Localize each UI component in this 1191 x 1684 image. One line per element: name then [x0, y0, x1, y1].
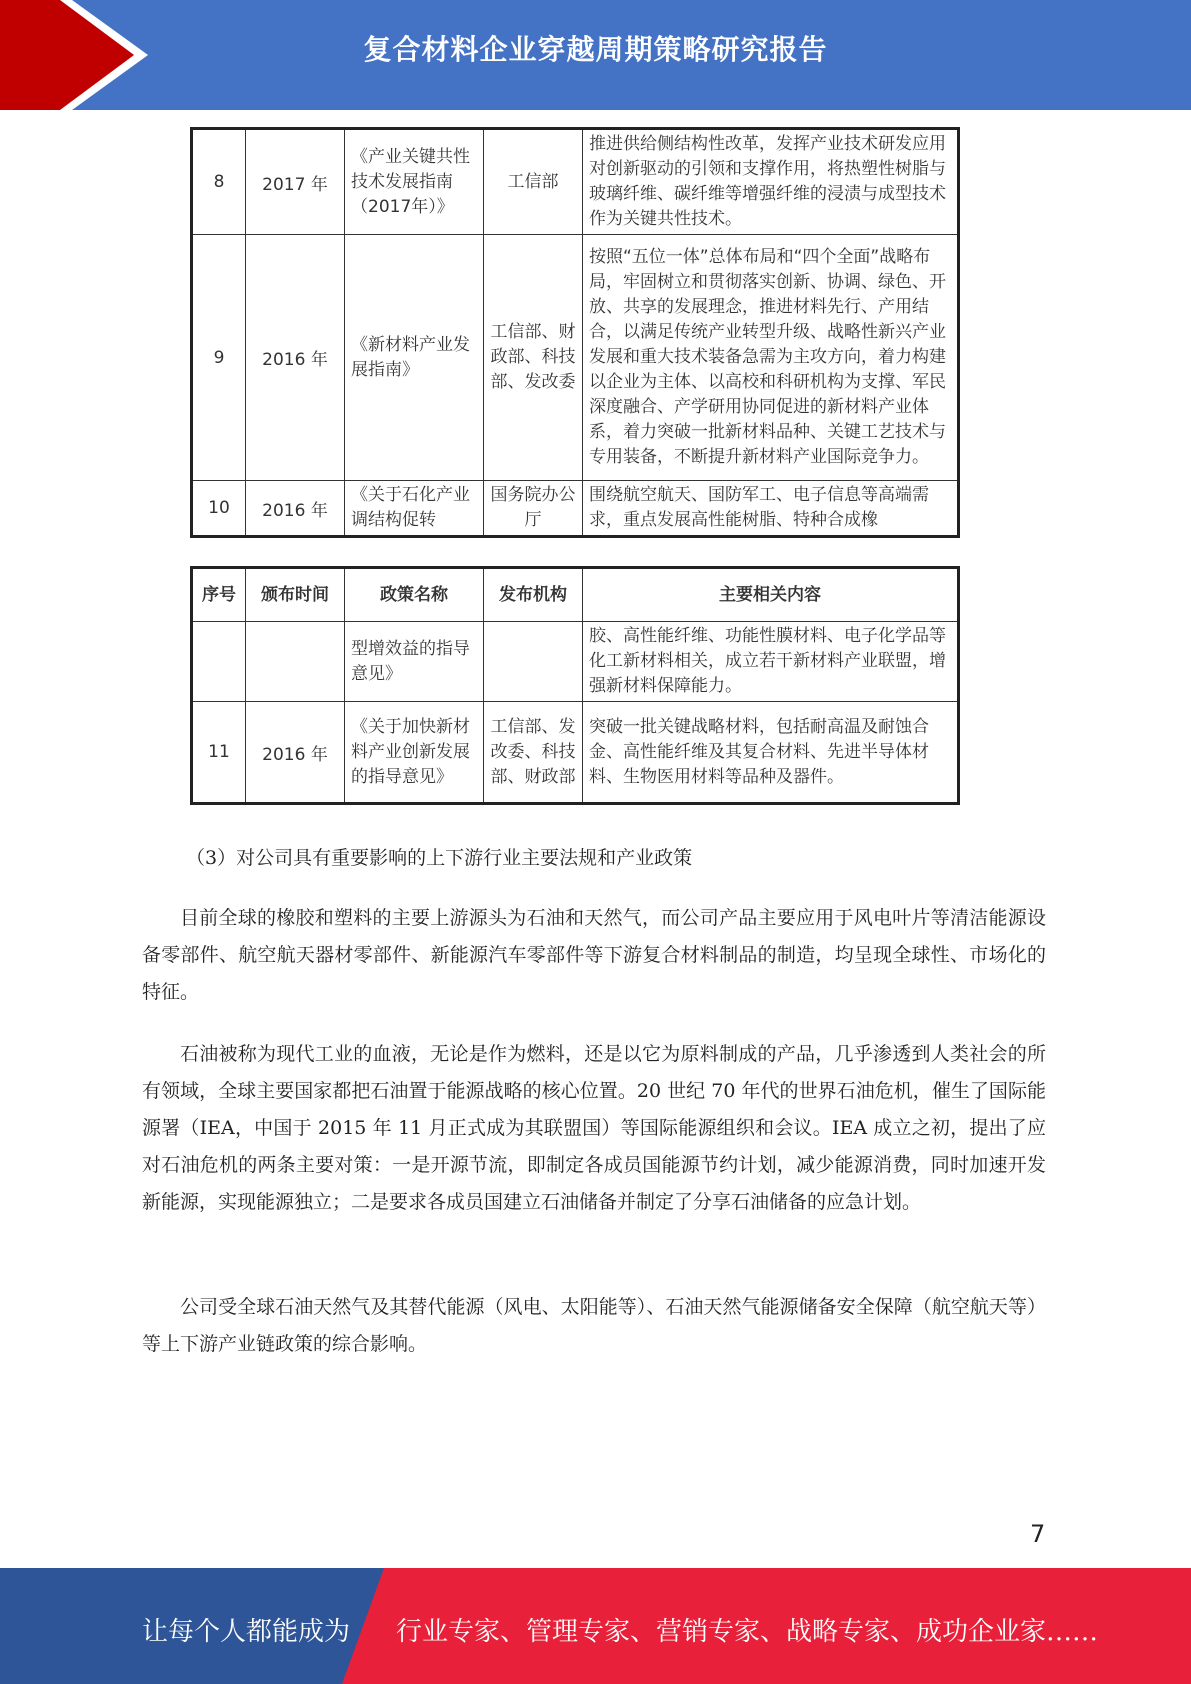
row-policy-name: 《关于加快新材料产业创新发展的指导意见》: [351, 716, 470, 787]
row-policy-name-cell: [345, 702, 484, 804]
row-org-cell: [484, 622, 583, 702]
row-number: 8: [192, 129, 246, 235]
header-org: 发布机构: [484, 568, 583, 622]
header-content: 主要相关内容: [583, 568, 959, 622]
header-time: 颁布时间: [246, 568, 345, 622]
table-row: [192, 129, 959, 235]
row-time: 2016 年: [246, 481, 345, 537]
table-row: [192, 235, 959, 481]
policy-table-header-page: [190, 566, 960, 805]
table-row: [192, 622, 959, 702]
section-subheading: （3）对公司具有重要影响的上下游行业主要法规和产业政策: [186, 847, 693, 869]
policy-table-continued: [190, 127, 960, 538]
row-policy-name-cell: [345, 481, 484, 537]
row-org: 工信部: [507, 171, 559, 192]
row-content: 胶、高性能纤维、功能性膜材料、电子化学品等化工新材料相关，成立若干新材料产业联盟，增强新材料保障能力。: [583, 622, 959, 702]
header-num: 序号: [192, 568, 246, 622]
row-number: 11: [192, 702, 246, 804]
footer-slogan-left: 让每个人都能成为: [142, 1617, 351, 1647]
table-row: [192, 481, 959, 537]
body-paragraph: 石油被称为现代工业的血液，无论是作为燃料，还是以它为原料制成的产品，几乎渗透到人类社会的所有领域，全球主要国家都把石油置于能源战略的核心位置。20 世纪 70 年代的世界石油危机，催生了国际能源署（IEA，中国于 2015 年 11 月正式成为其联盟国）等国际能源组织和会议。IEA 成立之初，提出了应对石油危机的两条主要对策：一是开源节流，即制定各成员国能源节约计划，减少能源消费，同时加速开发新能源，实现能源独立；二是要求各成员国建立石油储备并制定了分享石油储备的应急计划。: [142, 1043, 1046, 1213]
row-policy-name: 《新材料产业发展指南》: [351, 334, 470, 380]
row-policy-name-cell: [345, 622, 484, 702]
header-policy-name: 政策名称: [345, 568, 484, 622]
footer-slogan-right: 行业专家、管理专家、营销专家、战略专家、成功企业家……: [396, 1617, 1099, 1647]
report-title: 复合材料企业穿越周期策略研究报告: [363, 33, 828, 66]
row-time: 2016 年: [246, 702, 345, 804]
row-org-cell: [484, 702, 583, 804]
row-time: 2016 年: [246, 235, 345, 481]
row-org-cell: [484, 235, 583, 481]
row-content: 围绕航空航天、国防军工、电子信息等高端需求，重点发展高性能树脂、特种合成橡: [583, 481, 959, 537]
row-org-cell: [484, 481, 583, 537]
row-org: 工信部、发改委、科技部、财政部: [490, 716, 576, 787]
row-policy-name-cell: [345, 235, 484, 481]
row-content: 按照“五位一体”总体布局和“四个全面”战略布局，牢固树立和贯彻落实创新、协调、绿色、开放、共享的发展理念，推进材料先行、产用结合，以满足传统产业转型升级、战略性新兴产业发展和重大技术装备急需为主攻方向，着力构建以企业为主体、以高校和科研机构为支撑、军民深度融合、产学研用协同促进的新材料产业体系，着力突破一批新材料品种、关键工艺技术与专用装备，不断提升新材料产业国际竞争力。: [583, 235, 959, 481]
row-policy-name-cell: [345, 129, 484, 235]
table-row: [192, 702, 959, 804]
row-number: 9: [192, 235, 246, 481]
page-number: 7: [1030, 1520, 1046, 1548]
row-policy-name: 《关于石化产业调结构促转: [351, 485, 470, 530]
row-time: [246, 622, 345, 702]
row-org-cell: [484, 129, 583, 235]
row-content: 推进供给侧结构性改革，发挥产业技术研发应用对创新驱动的引领和支撑作用，将热塑性树脂与玻璃纤维、碳纤维等增强纤维的浸渍与成型技术作为关键共性技术。: [583, 129, 959, 235]
body-paragraph: 目前全球的橡胶和塑料的主要上游源头为石油和天然气，而公司产品主要应用于风电叶片等清洁能源设备零部件、航空航天器材零部件、新能源汽车零部件等下游复合材料制品的制造，均呈现全球性、市场化的特征。: [142, 907, 1046, 1003]
row-org: 工信部、财政部、科技部、发改委: [490, 322, 576, 392]
row-org: 国务院办公厅: [490, 485, 576, 530]
row-time: 2017 年: [246, 129, 345, 235]
table-header-row: [192, 568, 959, 622]
page-header: [0, 0, 1191, 110]
row-policy-name: 型增效益的指导意见》: [351, 638, 470, 684]
body-paragraph: 公司受全球石油天然气及其替代能源（风电、太阳能等）、石油天然气能源储备安全保障（航空航天等）等上下游产业链政策的综合影响。: [142, 1296, 1046, 1355]
row-policy-name: 《产业关键共性技术发展指南（2017年）》: [351, 146, 470, 217]
row-content: 突破一批关键战略材料，包括耐高温及耐蚀合金、高性能纤维及其复合材料、先进半导体材料、生物医用材料等品种及器件。: [583, 702, 959, 804]
row-number: 10: [192, 481, 246, 537]
row-number: [192, 622, 246, 702]
